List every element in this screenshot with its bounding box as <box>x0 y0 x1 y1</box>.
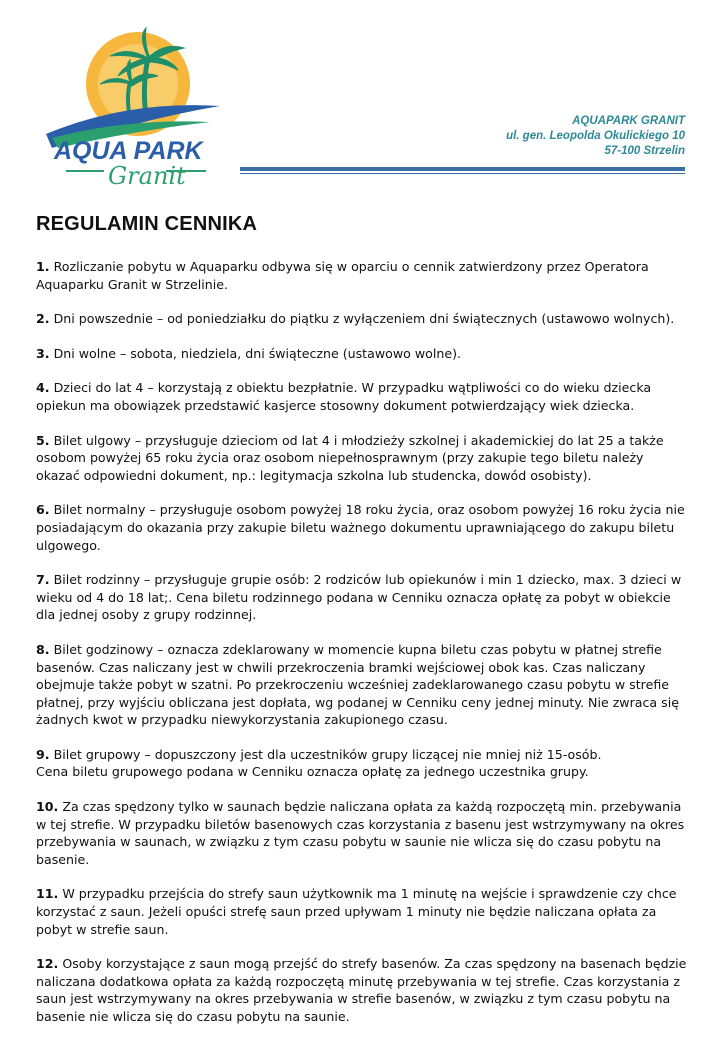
paragraph-6: 6. Bilet normalny – przysługuje osobom powyżej 18 roku życia, oraz osobom powyżej 16 roku życia nie posiadającym do okazania przy zakupie biletu ważnego dokumentu uprawniającego do zakupu biletu ulgowego. <box>36 502 685 553</box>
logo-word-aqua: AQUA PARK <box>54 137 203 165</box>
paragraph-12: 12. Osoby korzystające z saun mogą przejść do strefy basenów. Za czas spędzony na basenach będzie naliczana dodatkowa opłata za każdą rozpoczętą minutę przebywania w tej strefie. Czas korzystania z saun jest wstrzymywany na okres przebywania w strefie basenów, w związku z tym czasu pobytu na basenie nie wlicza się do czasu pobytu na saunie. <box>36 956 687 1024</box>
company-street: ul. gen. Leopolda Okulickiego 10 <box>506 130 685 142</box>
header-divider-thin <box>240 173 685 174</box>
paragraph-7: 7. Bilet rodzinny – przysługuje grupie osób: 2 rodziców lub opiekunów i min 1 dziecko, max. 3 dzieci w wieku od 4 do 18 lat;. Cena biletu rodzinnego podana w Cenniku oznacza opłatę za pobyt w obiekcie dla jednej osoby z grupy rodzinnej. <box>36 572 682 623</box>
paragraph-8: 8. Bilet godzinowy – oznacza zdeklarowany w momencie kupna biletu czas pobytu w płatnej strefie basenów. Czas naliczany jest w chwili przekroczenia bramki wejściowej obok kas. Czas naliczany obejmuje także pobyt w szatni. Po przekroczeniu wcześniej zadeklarowanego czasu pobytu w strefie płatnej, przy wyjściu obliczana jest dopłata, wg podanej w Cenniku ceny jednej minuty. Nie zwraca się żadnych kwot w przypadku niewykorzystania zakupionego czasu. <box>36 641 679 728</box>
company-name: AQUAPARK GRANIT <box>572 115 685 127</box>
paragraph-1: 1. Rozliczanie pobytu w Aquaparku odbywa się w oparciu o cennik zatwierdzony przez Operatora Aquaparku Granit w Strzelinie. <box>36 259 649 292</box>
paragraph-11: 11. W przypadku przejścia do strefy saun użytkownik ma 1 minutę na wejście i sprawdzenie czy chce korzystać z saun. Jeżeli opuści strefę saun przed upływam 1 minuty nie będzie naliczana opłata za pobyt w strefie saun. <box>36 886 677 937</box>
paragraph-5: 5. Bilet ulgowy – przysługuje dzieciom od lat 4 i młodzieży szkolnej i akademickiej do lat 25 a także osobom powyżej 65 roku życia oraz osobom niepełnosprawnym (przy zakupie tego biletu należy okazać odpowiedni dokument, np.: legitymacja szkolna lub studencka, dowód osobisty). <box>36 432 664 483</box>
regulations-body <box>36 258 691 1043</box>
aquapark-logo <box>38 26 228 194</box>
paragraph-2: 2. Dni powszednie – od poniedziałku do piątku z wyłączeniem dni świątecznych (ustawowo wolnych). <box>36 311 675 327</box>
paragraph-10: 10. Za czas spędzony tylko w saunach będzie naliczana opłata za każdą rozpoczętą min. przebywania w tej strefie. W przypadku biletów basenowych czas korzystania z basenu jest wstrzymywany na okres przebywania w saunach, w związku z tym czasu pobytu w saunie nie wlicza się do czasu pobytu na basenie. <box>36 799 685 867</box>
header-divider-thick <box>240 167 685 171</box>
paragraph-9: 9. Bilet grupowy – dopuszczony jest dla uczestników grupy liczącej nie mniej niż 15-osób. Cena biletu grupowego podana w Cenniku oznacza opłatę za jednego uczestnika grupy. <box>36 746 602 780</box>
logo-word-granit: Granit <box>108 162 186 190</box>
company-address <box>506 114 685 159</box>
paragraph-3: 3. Dni wolne – sobota, niedziela, dni świąteczne (ustawowo wolne). <box>36 345 461 361</box>
company-city: 57-100 Strzelin <box>604 145 685 157</box>
page-title: REGULAMIN CENNIKA <box>36 213 258 235</box>
paragraph-4: 4. Dzieci do lat 4 – korzystają z obiektu bezpłatnie. W przypadku wątpliwości co do wieku dziecka opiekun ma obowiązek przedstawić kasjerce stosowny dokument potwierdzający wiek dziecka. <box>36 380 652 413</box>
